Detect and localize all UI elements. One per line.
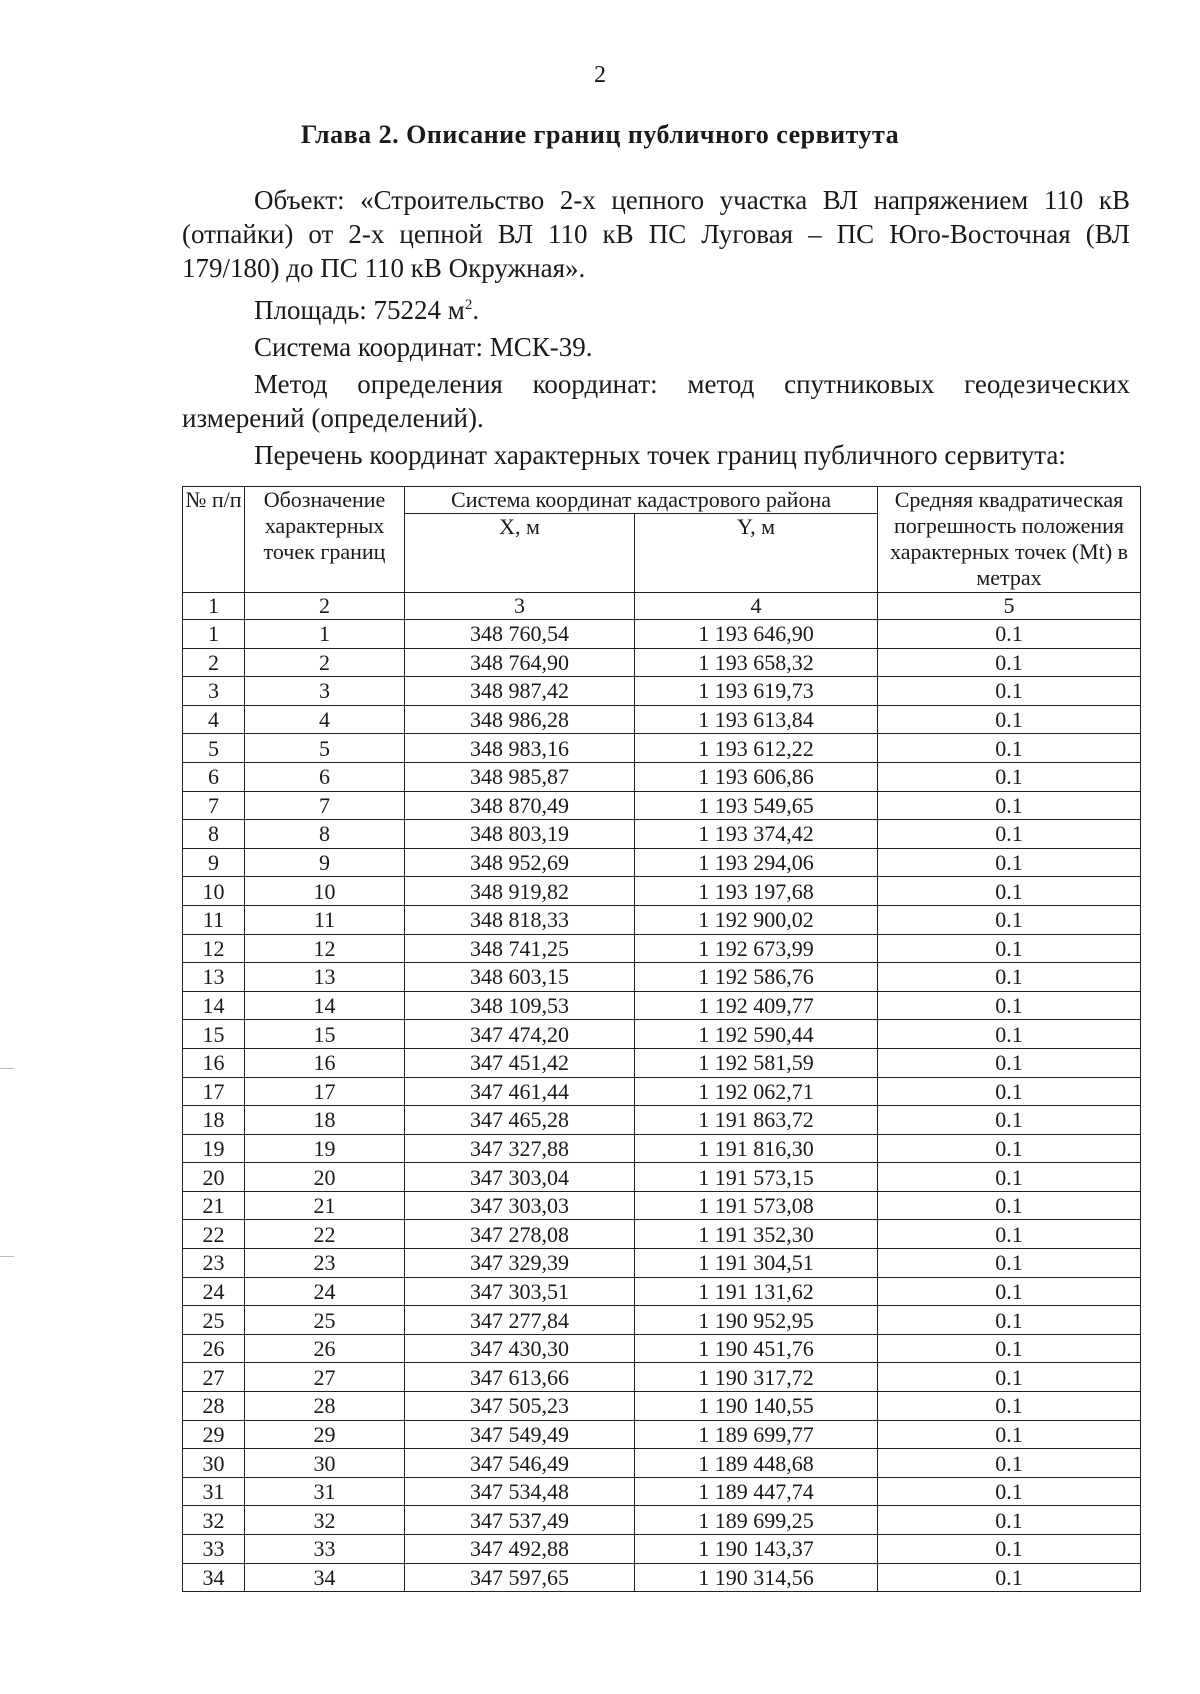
- row-number: 5: [183, 734, 245, 763]
- x-coordinate: 347 303,51: [405, 1277, 635, 1306]
- table-row: [183, 1277, 1141, 1306]
- row-number: 16: [183, 1048, 245, 1077]
- error-value: 0.1: [878, 934, 1141, 963]
- point-designation: 22: [245, 1220, 405, 1249]
- table-row: [183, 1420, 1141, 1449]
- point-designation: 32: [245, 1506, 405, 1535]
- x-coordinate: 347 461,44: [405, 1077, 635, 1106]
- row-number: 4: [183, 705, 245, 734]
- x-coordinate: 348 952,69: [405, 848, 635, 877]
- table-row: [183, 934, 1141, 963]
- row-number: 20: [183, 1163, 245, 1192]
- y-coordinate: 1 192 900,02: [635, 905, 878, 934]
- error-value: 0.1: [878, 620, 1141, 649]
- row-number: 21: [183, 1191, 245, 1220]
- table-row: [183, 820, 1141, 849]
- point-designation: 17: [245, 1077, 405, 1106]
- point-designation: 5: [245, 734, 405, 763]
- point-designation: 28: [245, 1392, 405, 1421]
- row-number: 8: [183, 820, 245, 849]
- table-row: [183, 991, 1141, 1020]
- row-number: 25: [183, 1306, 245, 1335]
- row-number: 32: [183, 1506, 245, 1535]
- x-coordinate: 348 985,87: [405, 762, 635, 791]
- row-number: 34: [183, 1563, 245, 1592]
- point-designation: 34: [245, 1563, 405, 1592]
- table-row: [183, 791, 1141, 820]
- error-value: 0.1: [878, 734, 1141, 763]
- error-value: 0.1: [878, 1277, 1141, 1306]
- point-designation: 13: [245, 963, 405, 992]
- header-coordinate-system: Система координат кадастрового района: [405, 487, 878, 514]
- error-value: 0.1: [878, 905, 1141, 934]
- y-coordinate: 1 193 197,68: [635, 877, 878, 906]
- column-number-row: [183, 593, 1141, 620]
- x-coordinate: 347 430,30: [405, 1334, 635, 1363]
- table-row: [183, 1077, 1141, 1106]
- area-text: Площадь: 75224 м: [254, 295, 465, 325]
- row-number: 1: [183, 620, 245, 649]
- column-number: 2: [245, 593, 405, 620]
- point-designation: 33: [245, 1535, 405, 1564]
- y-coordinate: 1 190 143,37: [635, 1535, 878, 1564]
- row-number: 9: [183, 848, 245, 877]
- error-value: 0.1: [878, 791, 1141, 820]
- table-row: [183, 1563, 1141, 1592]
- error-value: 0.1: [878, 963, 1141, 992]
- point-designation: 25: [245, 1306, 405, 1335]
- y-coordinate: 1 191 352,30: [635, 1220, 878, 1249]
- y-coordinate: 1 193 606,86: [635, 762, 878, 791]
- error-value: 0.1: [878, 1392, 1141, 1421]
- point-designation: 1: [245, 620, 405, 649]
- x-coordinate: 347 534,48: [405, 1477, 635, 1506]
- row-number: 7: [183, 791, 245, 820]
- table-row: [183, 620, 1141, 649]
- row-number: 17: [183, 1077, 245, 1106]
- y-coordinate: 1 189 447,74: [635, 1477, 878, 1506]
- x-coordinate: 347 451,42: [405, 1048, 635, 1077]
- table-row: [183, 1449, 1141, 1478]
- error-value: 0.1: [878, 1191, 1141, 1220]
- x-coordinate: 347 303,04: [405, 1163, 635, 1192]
- table-row: [183, 877, 1141, 906]
- x-coordinate: 347 613,66: [405, 1363, 635, 1392]
- intro-section: [182, 183, 1130, 472]
- x-coordinate: 348 764,90: [405, 648, 635, 677]
- x-coordinate: 347 278,08: [405, 1220, 635, 1249]
- point-designation: 24: [245, 1277, 405, 1306]
- error-value: 0.1: [878, 1363, 1141, 1392]
- page-number: 2: [594, 62, 606, 88]
- y-coordinate: 1 192 581,59: [635, 1048, 878, 1077]
- x-coordinate: 347 597,65: [405, 1563, 635, 1592]
- y-coordinate: 1 190 140,55: [635, 1392, 878, 1421]
- y-coordinate: 1 189 448,68: [635, 1449, 878, 1478]
- table-row: [183, 705, 1141, 734]
- x-coordinate: 348 983,16: [405, 734, 635, 763]
- table-row: [183, 1506, 1141, 1535]
- error-value: 0.1: [878, 1134, 1141, 1163]
- error-value: 0.1: [878, 648, 1141, 677]
- y-coordinate: 1 190 952,95: [635, 1306, 878, 1335]
- y-coordinate: 1 191 304,51: [635, 1249, 878, 1278]
- point-designation: 19: [245, 1134, 405, 1163]
- x-coordinate: 348 760,54: [405, 620, 635, 649]
- table-row: [183, 1477, 1141, 1506]
- y-coordinate: 1 193 294,06: [635, 848, 878, 877]
- error-value: 0.1: [878, 1563, 1141, 1592]
- error-value: 0.1: [878, 1535, 1141, 1564]
- error-value: 0.1: [878, 1077, 1141, 1106]
- y-coordinate: 1 191 573,08: [635, 1191, 878, 1220]
- area-superscript: 2: [464, 297, 473, 313]
- y-coordinate: 1 193 619,73: [635, 677, 878, 706]
- error-value: 0.1: [878, 1220, 1141, 1249]
- row-number: 29: [183, 1420, 245, 1449]
- table-body: [183, 620, 1141, 1592]
- coordinate-system-line: Система координат: МСК-39.: [254, 332, 593, 362]
- x-coordinate: 347 546,49: [405, 1449, 635, 1478]
- table-row: [183, 1535, 1141, 1564]
- point-designation: 27: [245, 1363, 405, 1392]
- row-number: 30: [183, 1449, 245, 1478]
- row-number: 31: [183, 1477, 245, 1506]
- point-designation: 16: [245, 1048, 405, 1077]
- y-coordinate: 1 192 062,71: [635, 1077, 878, 1106]
- x-coordinate: 348 818,33: [405, 905, 635, 934]
- table-row: [183, 677, 1141, 706]
- y-coordinate: 1 189 699,77: [635, 1420, 878, 1449]
- row-number: 6: [183, 762, 245, 791]
- table-row: [183, 1220, 1141, 1249]
- row-number: 23: [183, 1249, 245, 1278]
- y-coordinate: 1 193 374,42: [635, 820, 878, 849]
- y-coordinate: 1 192 673,99: [635, 934, 878, 963]
- y-coordinate: 1 191 131,62: [635, 1277, 878, 1306]
- row-number: 18: [183, 1106, 245, 1135]
- point-designation: 2: [245, 648, 405, 677]
- point-designation: 7: [245, 791, 405, 820]
- point-designation: 23: [245, 1249, 405, 1278]
- error-value: 0.1: [878, 1334, 1141, 1363]
- header-y: Y, м: [635, 514, 878, 593]
- header-number: № п/п: [183, 487, 245, 593]
- point-designation: 12: [245, 934, 405, 963]
- error-value: 0.1: [878, 991, 1141, 1020]
- row-number: 28: [183, 1392, 245, 1421]
- object-description: Объект: «Строительство 2-х цепного участка ВЛ напряжением 110 кВ (отпайки) от 2-х цепной ВЛ 110 кВ ПС Луговая – ПС Юго-Восточная (ВЛ 179/180) до ПС 110 кВ Окружная».: [182, 185, 1130, 283]
- table-row: [183, 1306, 1141, 1335]
- point-designation: 31: [245, 1477, 405, 1506]
- error-value: 0.1: [878, 820, 1141, 849]
- error-value: 0.1: [878, 1477, 1141, 1506]
- error-value: 0.1: [878, 1306, 1141, 1335]
- table-row: [183, 1334, 1141, 1363]
- row-number: 15: [183, 1020, 245, 1049]
- y-coordinate: 1 193 646,90: [635, 620, 878, 649]
- row-number: 14: [183, 991, 245, 1020]
- margin-mark: [0, 1256, 14, 1257]
- table-row: [183, 1134, 1141, 1163]
- x-coordinate: 348 803,19: [405, 820, 635, 849]
- y-coordinate: 1 190 451,76: [635, 1334, 878, 1363]
- error-value: 0.1: [878, 877, 1141, 906]
- x-coordinate: 347 465,28: [405, 1106, 635, 1135]
- y-coordinate: 1 192 409,77: [635, 991, 878, 1020]
- column-number: 5: [878, 593, 1141, 620]
- coordinates-table: [182, 486, 1141, 1592]
- x-coordinate: 348 919,82: [405, 877, 635, 906]
- y-coordinate: 1 193 549,65: [635, 791, 878, 820]
- chapter-title: Глава 2. Описание границ публичного сервитута: [300, 120, 900, 149]
- row-number: 26: [183, 1334, 245, 1363]
- point-designation: 21: [245, 1191, 405, 1220]
- table-row: [183, 848, 1141, 877]
- x-coordinate: 348 870,49: [405, 791, 635, 820]
- header-error: Средняя квадратическая погрешность положения характерных точек (Mt) в метрах: [878, 487, 1141, 593]
- point-designation: 10: [245, 877, 405, 906]
- point-designation: 14: [245, 991, 405, 1020]
- row-number: 27: [183, 1363, 245, 1392]
- y-coordinate: 1 191 863,72: [635, 1106, 878, 1135]
- table-row: [183, 905, 1141, 934]
- y-coordinate: 1 192 590,44: [635, 1020, 878, 1049]
- x-coordinate: 347 537,49: [405, 1506, 635, 1535]
- error-value: 0.1: [878, 1048, 1141, 1077]
- row-number: 19: [183, 1134, 245, 1163]
- point-designation: 11: [245, 905, 405, 934]
- x-coordinate: 347 329,39: [405, 1249, 635, 1278]
- x-coordinate: 347 327,88: [405, 1134, 635, 1163]
- x-coordinate: 348 741,25: [405, 934, 635, 963]
- x-coordinate: 348 603,15: [405, 963, 635, 992]
- row-number: 13: [183, 963, 245, 992]
- table-row: [183, 1249, 1141, 1278]
- row-number: 22: [183, 1220, 245, 1249]
- y-coordinate: 1 193 658,32: [635, 648, 878, 677]
- x-coordinate: 348 109,53: [405, 991, 635, 1020]
- table-row: [183, 1363, 1141, 1392]
- column-number: 1: [183, 593, 245, 620]
- point-designation: 30: [245, 1449, 405, 1478]
- header-x: X, м: [405, 514, 635, 593]
- column-number: 3: [405, 593, 635, 620]
- row-number: 33: [183, 1535, 245, 1564]
- method-line: Метод определения координат: метод спутниковых геодезических измерений (определений).: [182, 369, 1130, 433]
- error-value: 0.1: [878, 1506, 1141, 1535]
- table-row: [183, 963, 1141, 992]
- row-number: 2: [183, 648, 245, 677]
- y-coordinate: 1 191 573,15: [635, 1163, 878, 1192]
- y-coordinate: 1 190 314,56: [635, 1563, 878, 1592]
- error-value: 0.1: [878, 1020, 1141, 1049]
- table-row: [183, 1106, 1141, 1135]
- point-designation: 26: [245, 1334, 405, 1363]
- point-designation: 20: [245, 1163, 405, 1192]
- error-value: 0.1: [878, 848, 1141, 877]
- point-designation: 8: [245, 820, 405, 849]
- point-designation: 29: [245, 1420, 405, 1449]
- x-coordinate: 347 474,20: [405, 1020, 635, 1049]
- error-value: 0.1: [878, 1249, 1141, 1278]
- error-value: 0.1: [878, 1163, 1141, 1192]
- margin-mark: [0, 1068, 14, 1069]
- table-row: [183, 1048, 1141, 1077]
- row-number: 3: [183, 677, 245, 706]
- table-row: [183, 648, 1141, 677]
- row-number: 24: [183, 1277, 245, 1306]
- x-coordinate: 347 303,03: [405, 1191, 635, 1220]
- x-coordinate: 347 549,49: [405, 1420, 635, 1449]
- y-coordinate: 1 192 586,76: [635, 963, 878, 992]
- table-row: [183, 734, 1141, 763]
- row-number: 11: [183, 905, 245, 934]
- column-number: 4: [635, 593, 878, 620]
- row-number: 12: [183, 934, 245, 963]
- y-coordinate: 1 193 613,84: [635, 705, 878, 734]
- point-designation: 6: [245, 762, 405, 791]
- row-number: 10: [183, 877, 245, 906]
- table-row: [183, 762, 1141, 791]
- point-designation: 4: [245, 705, 405, 734]
- x-coordinate: 348 986,28: [405, 705, 635, 734]
- error-value: 0.1: [878, 677, 1141, 706]
- point-designation: 3: [245, 677, 405, 706]
- table-row: [183, 1020, 1141, 1049]
- x-coordinate: 347 492,88: [405, 1535, 635, 1564]
- y-coordinate: 1 189 699,25: [635, 1506, 878, 1535]
- error-value: 0.1: [878, 1449, 1141, 1478]
- list-caption: Перечень координат характерных точек границ публичного сервитута:: [254, 440, 1066, 470]
- table-row: [183, 1163, 1141, 1192]
- y-coordinate: 1 190 317,72: [635, 1363, 878, 1392]
- x-coordinate: 348 987,42: [405, 677, 635, 706]
- x-coordinate: 347 277,84: [405, 1306, 635, 1335]
- point-designation: 18: [245, 1106, 405, 1135]
- header-designation: Обозначение характерных точек границ: [245, 487, 405, 593]
- point-designation: 15: [245, 1020, 405, 1049]
- table-row: [183, 1392, 1141, 1421]
- point-designation: 9: [245, 848, 405, 877]
- area-end: .: [472, 295, 480, 325]
- table-header: [183, 487, 1141, 620]
- area-line: [182, 288, 1130, 327]
- y-coordinate: 1 191 816,30: [635, 1134, 878, 1163]
- y-coordinate: 1 193 612,22: [635, 734, 878, 763]
- error-value: 0.1: [878, 1106, 1141, 1135]
- x-coordinate: 347 505,23: [405, 1392, 635, 1421]
- error-value: 0.1: [878, 762, 1141, 791]
- error-value: 0.1: [878, 705, 1141, 734]
- table-row: [183, 1191, 1141, 1220]
- error-value: 0.1: [878, 1420, 1141, 1449]
